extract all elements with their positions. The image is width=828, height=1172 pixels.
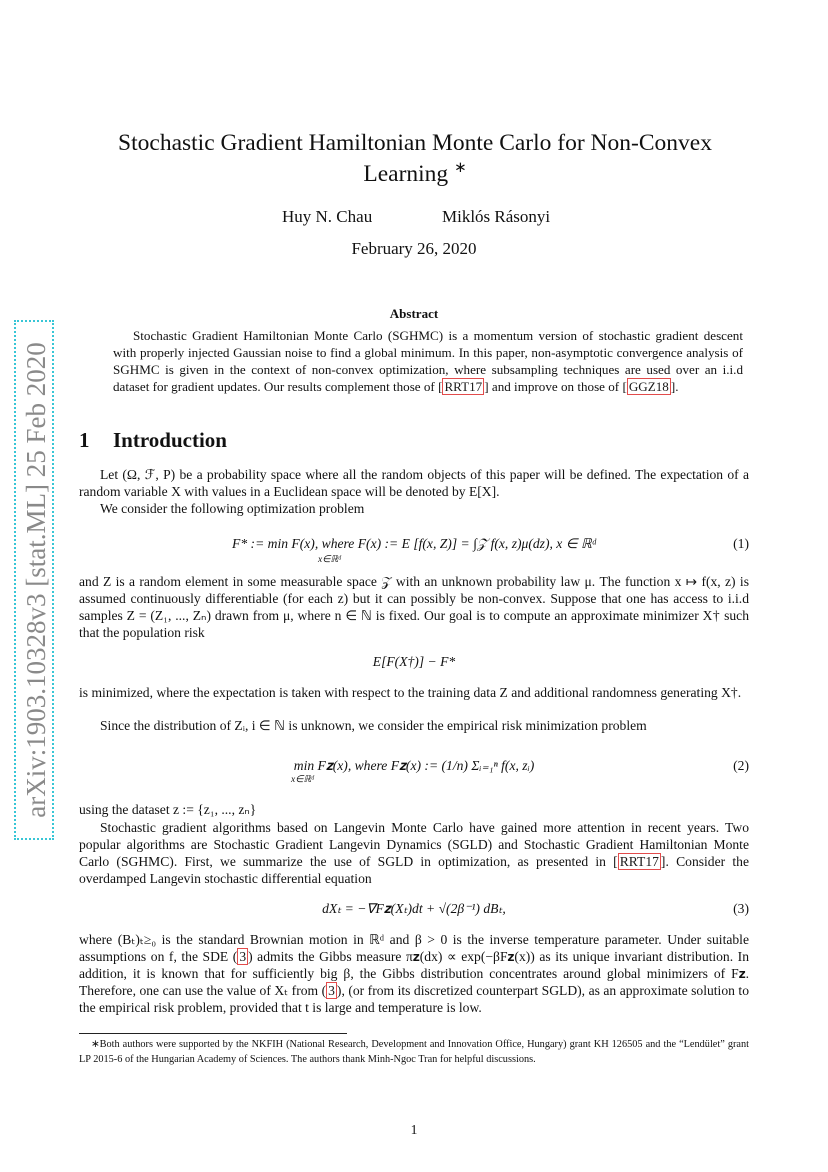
abstract-heading: Abstract	[389, 306, 439, 321]
equation-1	[79, 530, 749, 565]
equation-subscript: x∈ℝᵈ	[291, 775, 314, 785]
equation-reference-link[interactable]: 3	[239, 949, 247, 964]
page-number: 1	[410, 1122, 418, 1137]
citation-link[interactable]: RRT17	[619, 854, 659, 869]
paragraph: Stochastic gradient algorithms based on Langevin Monte Carlo have gained more attention in recent years. Two popular algorithms are Stochastic Gradient Langevin Dynamics (SGLD) and Stochastic Gradient Hamiltonian Monte Carlo (SGHMC). First, we summarize the use of SGLD in optimization, as presented in [ RRT17 ]. Consider the overdamped Langevin stochastic differential equation	[79, 820, 749, 886]
paragraph-text: . Consider the overdamped Langevin stochastic differential equation	[79, 854, 749, 886]
paragraph-text: where (Bₜ)ₜ≥₀ is the standard Brownian motion in ℝᵈ and β > 0 is the inverse temperature parameter. Under suitable assumptions on f, the SDE (	[79, 932, 749, 964]
equation-body: F* := min F(x), where F(x) := E [f(x, Z)] = ∫𝒵 f(x, z)μ(dz), x ∈ ℝᵈ	[232, 536, 596, 551]
paragraph-text: Stochastic gradient algorithms based on Langevin Monte Carlo have gained more attention in recent years. Two popular algorithms are Stochastic Gradient Langevin Dynamics (SGLD) and Stochastic Gradient Hamiltonian Monte Carlo (SGHMC). First, we summarize the use of SGLD in optimization, as presented in	[79, 820, 749, 869]
equation-number: (3)	[733, 901, 749, 916]
paper-title	[90, 128, 740, 190]
citation-link[interactable]: GGZ18	[628, 378, 669, 394]
paragraph: is minimized, where the expectation is taken with respect to the training data Z and additional randomness generating X†.	[79, 685, 742, 700]
equation-number: (1)	[733, 536, 749, 551]
title-line-2: Learning	[363, 161, 449, 187]
paragraph-text: ), (or from its discretized counterpart SGLD), as an approximate solution to the empirical risk problem, provided that t is large and temperature is low.	[79, 983, 749, 1015]
paragraph: Since the distribution of Zᵢ, i ∈ ℕ is unknown, we consider the empirical risk minimization problem	[100, 718, 647, 733]
abstract-body: Stochastic Gradient Hamiltonian Monte Carlo (SGHMC) is a momentum version of stochastic gradient descent with properly injected Gaussian noise to find a global minimum. In this paper, non-asymptotic convergence analysis of SGHMC is given in the context of non-convex optimization, where subsampling techniques are used over an i.i.d dataset for gradient updates. Our results complement those of [ RRT17 ] and improve on those of [ GGZ18 ].	[113, 328, 743, 394]
equation-2	[79, 752, 749, 785]
equation-number: (2)	[733, 758, 749, 773]
paragraph: and Z is a random element in some measurable space 𝒵 with an unknown probability law μ. The function x ↦ f(x, z) is assumed continuously differentiable (for each z) but it can possibly be non-convex. Suppose that one has access to i.i.d samples Z = (Z₁, ..., Zₙ) drawn from μ, where n ∈ ℕ is fixed. Our goal is to compute an approximate minimizer X† such that the population risk	[79, 574, 749, 640]
equation-body: min F𝐳(x), where F𝐳(x) := (1/n) Σᵢ₌₁ⁿ f(x, zᵢ)	[293, 758, 535, 773]
abstract-text: Stochastic Gradient Hamiltonian Monte Carlo (SGHMC) is a momentum version of stochastic gradient descent with properly injected Gaussian noise to find a global minimum. In this paper, non-asymptotic convergence analysis of SGHMC is given in the context of non-convex optimization, where subsampling techniques are used over an i.i.d dataset for gradient updates. Our results complement those of	[113, 328, 743, 394]
equation-body: E[F(X†)] − F*	[372, 654, 456, 669]
section-title: Introduction	[113, 428, 227, 452]
arxiv-identifier[interactable]: arXiv:1903.10328v3 [stat.ML] 25 Feb 2020	[14, 320, 54, 840]
paragraph: We consider the following optimization problem	[100, 501, 365, 516]
paragraph	[79, 931, 749, 1016]
section-heading	[79, 428, 227, 453]
paragraph: using the dataset z := {z₁, ..., zₙ}	[79, 802, 257, 817]
equation-population-risk	[79, 648, 749, 678]
section-number: 1	[79, 428, 90, 452]
paragraph-text: ) admits the Gibbs measure π𝐳(dx) ∝ exp(−βF𝐳(x)) as its unique invariant distribution. In addition, it is known that for sufficiently big β, the Gibbs distribution concentrates around global minimizers of F𝐳. Therefore, one can use the value of Xₜ from (	[79, 949, 749, 998]
citation-link[interactable]: RRT17	[444, 378, 483, 394]
equation-subscript: x∈ℝᵈ	[318, 555, 341, 565]
title-line-1: Stochastic Gradient Hamiltonian Monte Carlo for Non-Convex	[118, 130, 712, 156]
author-name: Miklós Rásonyi	[442, 207, 551, 226]
equation-body: dXₜ = −∇F𝐳(Xₜ)dt + √(2β⁻¹) dBₜ,	[322, 901, 506, 916]
footnote-divider	[79, 1033, 347, 1034]
equation-reference-link[interactable]: 3	[328, 983, 335, 998]
footnote: ∗Both authors were supported by the NKFIH (National Research, Development and Innovation Office, Hungary) grant KH 126505 and the “Lendület” grant LP 2015-6 of the Hungarian Academy of Sciences. The authors thank Minh-Ngoc Tran for helpful discussions.	[79, 1039, 749, 1065]
author-list	[0, 207, 828, 229]
author-name: Huy N. Chau	[282, 207, 373, 226]
abstract-text: .	[675, 378, 679, 394]
paper-date: February 26, 2020	[351, 239, 477, 258]
equation-3	[79, 895, 749, 925]
title-footnote-mark[interactable]: ∗	[454, 160, 467, 177]
abstract-text: and improve on those of	[488, 378, 623, 394]
paragraph: Let (Ω, ℱ, P) be a probability space where all the random objects of this paper will be defined. The expectation of a random variable X with values in a Euclidean space will be denoted by E[X].	[79, 467, 749, 499]
